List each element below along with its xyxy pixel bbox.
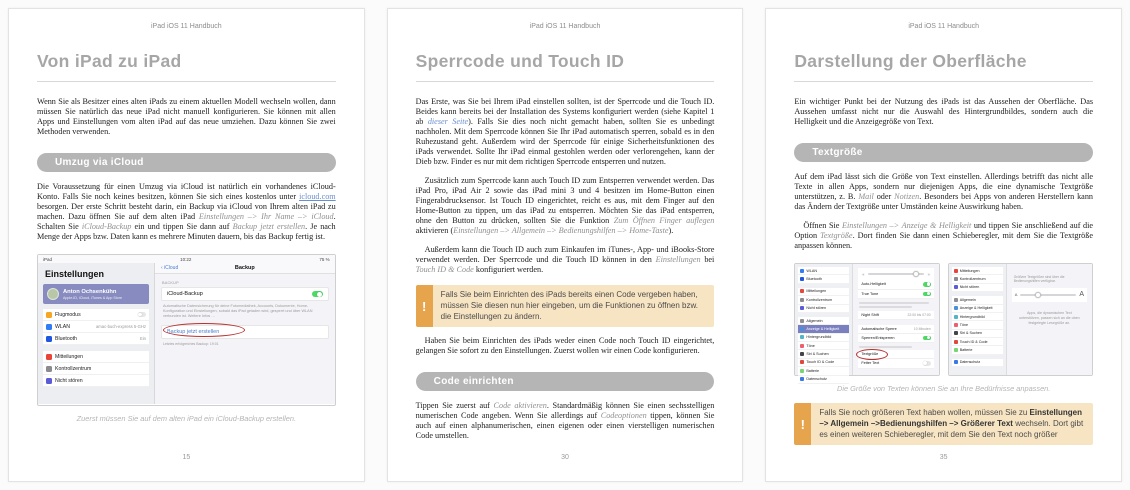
settings-sidebar [949, 264, 1007, 375]
toggle-off [923, 361, 931, 366]
apple-id-profile-row [43, 284, 149, 304]
settings-sidebar-item: Flugmodus [43, 309, 149, 321]
text-size-note: Größere Textgrößen sind über die Bedienungshilfen verfügbar. [1013, 275, 1065, 284]
body-paragraph: Außerdem kann die Touch ID auch zum Einkaufen im iTunes-, App- und iBooks-Store verwendet werden. Der Sperrcode und die Touch ID können in den Einstellungen bei Touch ID & Code konfiguriert werden. [415, 245, 715, 274]
settings-item-icon [954, 306, 958, 310]
last-backup-text: Letztes erfolgreiches Backup: 19:01 [163, 341, 219, 346]
callout-text: Falls Sie noch größeren Text haben wollen, müssen Sie zu Einstellungen –> Allgemein –>Bedienungshilfen –> Größerer Text wechseln. Dort gibt es einen weiteren Schieberegler, mit dem Sie den Text noch größer [811, 403, 1093, 445]
settings-sidebar-item: Batterie [798, 367, 849, 375]
profile-name: Anton Ochsenkühn [63, 288, 117, 295]
settings-item-icon [46, 336, 52, 342]
running-header: iPad iOS 11 Handbuch [529, 23, 601, 30]
settings-sidebar-item: Kontrollzentrum [43, 363, 149, 375]
settings-sidebar-item: Nicht stören [952, 284, 1003, 292]
settings-item-icon [800, 319, 804, 323]
backup-description: Automatische Datensicherung für deine Fotomediathek, Accounts, Dokumente, Home-Konfiguration und Einstellungen, sobald das iPad geladen wird, gesperrt und über WLAN verbunden ist. Weitere Infos … [163, 304, 313, 318]
page-number: 35 [939, 454, 948, 461]
settings-item-icon [954, 340, 958, 344]
backup-now-row: Backup jetzt erstellen [162, 326, 328, 338]
figure-caption: Die Größe von Texten können Sie an Ihre Bedürfnisse anpassen. [836, 384, 1051, 393]
page-title: Von iPad zu iPad [37, 51, 336, 82]
settings-sidebar [38, 263, 155, 404]
toggle-on [923, 292, 931, 297]
brightness-low-icon: ☀ [861, 271, 865, 277]
settings-sidebar-item: Hintergrundbild [798, 334, 849, 342]
settings-item-icon [46, 324, 52, 330]
doc-page-3 [765, 8, 1122, 482]
settings-sidebar-item: Töne [952, 321, 1003, 329]
settings-item-icon [800, 377, 804, 381]
lock-unlock-row: Sperren/Entsperren [858, 334, 933, 344]
brightness-slider [858, 268, 933, 280]
exclamation-icon: ! [416, 285, 433, 327]
body-paragraph: Haben Sie beim Einrichten des iPads weder einen Code noch Touch ID eingerichtet, gelangen Sie sofort zu den Einstellungen. Zuerst wollen wir einen Code konfigurieren. [415, 336, 715, 356]
figure-caption: Zuerst müssen Sie auf dem alten iPad ein iCloud-Backup erstellen. [76, 414, 297, 423]
settings-sidebar-item: Kontrollzentrum [798, 296, 849, 304]
settings-item-icon [800, 327, 804, 331]
text-size-screenshot [948, 263, 1093, 376]
body-paragraph: Auf dem iPad lässt sich die Größe von Text einstellen. Allerdings betrifft das nicht alle Texte in allen Apps, sondern nur diejenigen Apps, die eine dynamische Textgröße unterstützen, z. B. Mail oder Notizen. Besonders bei Apps von anderen Herstellern kann das Ändern der Textgröße unter Umständen keine Auswirkung haben. [794, 172, 1094, 211]
settings-sidebar-item: WLAN amac-buch-express 5-GHz [43, 321, 149, 333]
dynamic-type-description: Apps, die dynamischen Text unterstützen, passen sich an die oben festgelegte Lesegröße an. [1019, 310, 1080, 325]
settings-sidebar-item: Anzeige & Helligkeit [798, 325, 849, 333]
settings-item-icon [46, 354, 52, 360]
settings-item-icon [954, 315, 958, 319]
settings-item-icon [800, 306, 804, 310]
settings-sidebar-item: Nicht stören [43, 375, 149, 387]
body-paragraph: Die Voraussetzung für einen Umzug via iCloud ist natürlich ein vorhandenes iCloud-Konto. Falls Sie noch keines besitzen, können Sie sich eines kostenlos unter icloud.com besorgen. Der erste Schritt besteht darin, ein Backup via iCloud von Ihrem alten iPad zu machen. Dazu öffnen Sie auf dem alten iPad Einstellungen –> Ihr Name –> iCloud. Schalten Sie iCloud-Backup ein und tippen Sie dann auf Backup jetzt erstellen. Je nach Menge der Apps bzw. Daten kann es mehrere Minuten dauern, bis das Backup fertig ist. [37, 182, 336, 241]
doc-page-1 [8, 8, 365, 482]
body-paragraph: Zusätzlich zum Sperrcode kann auch Touch ID zum Entsperren verwendet werden. Das iPad Pro, iPad Air 2 sowie das iPad mini 3 und 4 besitzen im Home-Button einen Fingerabdrucksensor. Ist Touch ID eingerichtet, reicht es aus, mit dem Finger auf den Home-Button zu tippen, um das iPad zu entsperren. Möchten Sie das iPad entsperren, ohne den Button zu drücken, sollten Sie die Funktion Zum Öffnen Finger auflegen aktivieren (Einstellungen –> Allgemein –> Bedienungshilfen –> Home-Taste). [415, 176, 715, 235]
settings-detail-pane [155, 263, 335, 404]
settings-detail-pane [1007, 264, 1092, 375]
settings-sidebar-item: Datenschutz [952, 359, 1003, 367]
settings-sidebar-item: Siri & Suchen [798, 350, 849, 358]
body-paragraph: Öffnen Sie Einstellungen –> Anzeige & Helligkeit und tippen Sie anschließend auf die Option Textgröße. Dort finden Sie dann einen Schieberegler, mit dem Sie die Textgröße anpassen können. [794, 221, 1094, 250]
large-a-label: A [1079, 291, 1085, 299]
small-a-label: A [1014, 292, 1018, 298]
settings-screenshots [794, 263, 1093, 382]
settings-item-icon [954, 277, 958, 281]
settings-item-icon [954, 360, 958, 364]
bold-text-row: Fetter Text [858, 359, 933, 369]
text-size-row: Textgröße [858, 350, 933, 359]
running-header: iPad iOS 11 Handbuch [908, 23, 980, 30]
section-heading-pill: Umzug via iCloud [37, 153, 336, 172]
settings-item-icon [800, 369, 804, 373]
display-brightness-screenshot [794, 263, 939, 382]
settings-sidebar-item: Anzeige & Helligkeit [952, 305, 1003, 313]
body-paragraph: Das Erste, was Sie bei Ihrem iPad einstellen sollten, ist der Sperrcode und die Touch ID. Beides kann bereits bei der Installation des Systems konfiguriert werden (siehe Kapitel 1 ab dieser Seite). Falls Sie dies noch nicht gemacht haben, sollten Sie es unbedingt nachholen. Mit dem Sperrcode können Sie Ihr iPad automatisch sperren, sobald es in den Ruhezustand geht. Außerdem wird der Sperrcode für einige Sicherheitsfunktionen des iPads verwendet. Sollte Ihr iPad einmal gestohlen werden oder verlorengehen, kann der Dieb bzw. Finder es nur mit dem richtigen Sperrcode entsperren und nutzen. [415, 97, 715, 166]
settings-sidebar-item: Batterie [952, 346, 1003, 354]
page-number: 30 [561, 454, 569, 461]
settings-sidebar-item: Töne [798, 342, 849, 350]
text-link[interactable]: icloud.com [299, 192, 336, 201]
settings-item-icon [800, 298, 804, 302]
page-number: 15 [182, 454, 191, 461]
settings-sidebar-item: Hintergrundbild [952, 313, 1003, 321]
settings-item-icon [800, 277, 804, 281]
settings-item-icon [800, 352, 804, 356]
brightness-high-icon: ☀ [927, 271, 931, 277]
exclamation-icon: ! [794, 403, 811, 445]
toggle-on [312, 291, 323, 297]
settings-sidebar-item: Mitteilungen [798, 288, 849, 296]
settings-item-icon [46, 312, 52, 318]
placeholder-text-line [859, 302, 928, 304]
placeholder-text-line [859, 306, 912, 308]
doc-page-2 [387, 8, 744, 482]
settings-item-icon [954, 323, 958, 327]
settings-detail-pane [853, 264, 938, 375]
settings-item-icon [954, 331, 958, 335]
settings-sidebar-title: Einstellungen [45, 269, 105, 279]
status-time: 10:22 [180, 257, 192, 262]
true-tone-row: True Tone [858, 290, 933, 300]
night-shift-row: Night Shift 22:00 bis 07:00 [858, 311, 933, 320]
settings-sidebar-item: Touch ID & Code [798, 359, 849, 367]
auto-lock-row: Automatische Sperre 10 Minuten [858, 325, 933, 334]
auto-brightness-row: Auto-Helligkeit [858, 280, 933, 290]
body-paragraph: Ein wichtiger Punkt bei der Nutzung des iPads ist das Aussehen der Oberfläche. Das Aussehen umfasst nicht nur die Auswahl des Hintergrundbildes, sondern auch die Helligkeit und die Anzeigegröße von Text. [794, 97, 1094, 126]
settings-sidebar-item: Allgemein [798, 317, 849, 325]
profile-subtitle: Apple-ID, iCloud, iTunes & App Store [63, 295, 122, 300]
placeholder-text-line [859, 346, 912, 348]
settings-sidebar-item: Mitteilungen [43, 351, 149, 363]
section-heading-pill: Textgröße [794, 143, 1093, 162]
status-carrier: iPad [43, 257, 53, 262]
body-paragraph: Wenn Sie als Besitzer eines alten iPads zu einem aktuellen Modell wechseln wollen, dann müssen Sie natürlich das neue iPad nicht manuell konfigurieren. Sie können mit allen Apps und Einstellungen vom alten iPad auf das neue umziehen. Dazu können Sie zwei Methoden verwenden. [37, 97, 336, 136]
toggle-on [923, 282, 931, 287]
settings-sidebar-item: Siri & Suchen [952, 330, 1003, 338]
settings-sidebar-item: Kontrollzentrum [952, 275, 1003, 283]
settings-sidebar-item: Touch ID & Code [952, 338, 1003, 346]
settings-backup-screenshot [37, 254, 336, 406]
text-size-slider [1012, 288, 1087, 302]
settings-sidebar-item: Allgemein [952, 296, 1003, 304]
settings-sidebar-item: Bluetooth Ein [43, 333, 149, 345]
settings-item-icon [800, 344, 804, 348]
settings-item-icon [46, 366, 52, 372]
toggle-off [138, 312, 146, 317]
warning-callout [416, 285, 715, 327]
settings-item-icon [954, 285, 958, 289]
settings-item-icon [954, 298, 958, 302]
settings-item-icon [800, 360, 804, 364]
running-header: iPad iOS 11 Handbuch [150, 23, 222, 30]
group-label: BACKUP [162, 281, 179, 285]
text-link[interactable]: dieser Seite [427, 117, 469, 126]
settings-item-icon [800, 335, 804, 339]
status-battery: 75 % [319, 257, 330, 262]
back-button: ‹ iCloud [161, 265, 179, 271]
status-bar [38, 255, 335, 263]
settings-sidebar [795, 264, 853, 382]
settings-item-icon [800, 289, 804, 293]
avatar [47, 288, 59, 300]
settings-item-icon [46, 378, 52, 384]
settings-sidebar-item: Bluetooth [798, 275, 849, 283]
settings-sidebar-item: WLAN [798, 267, 849, 275]
page-title: Darstellung der Oberfläche [794, 51, 1093, 82]
body-paragraph: Tippen Sie zuerst auf Code aktivieren. Standardmäßig können Sie einen sechsstelligen numerischen Code angeben. Wenn Sie allerdings auf Codeoptionen tippen, können Sie auch auf einen alphanumerischen, einen eigenen oder einen vierstelligen numerischen Code umstellen. [415, 401, 715, 441]
settings-item-icon [800, 269, 804, 273]
settings-item-icon [954, 269, 958, 273]
detail-pane-title: Backup [234, 265, 255, 271]
toggle-on [923, 336, 931, 341]
settings-sidebar-item: Datenschutz [798, 376, 849, 384]
settings-item-icon [954, 348, 958, 352]
icloud-backup-row: iCloud-Backup [162, 288, 328, 300]
settings-sidebar-item: Nicht stören [798, 305, 849, 313]
warning-callout [794, 403, 1093, 445]
page-title: Sperrcode und Touch ID [416, 51, 715, 82]
settings-sidebar-item: Mitteilungen [952, 267, 1003, 275]
section-heading-pill: Code einrichten [416, 372, 715, 391]
callout-text: Falls Sie beim Einrichten des iPads bereits einen Code vergeben haben, müssen Sie diesen nun hier eingeben, um die Funktionen zu öffnen bzw. die Einstellungen zu ändern. [433, 285, 715, 327]
